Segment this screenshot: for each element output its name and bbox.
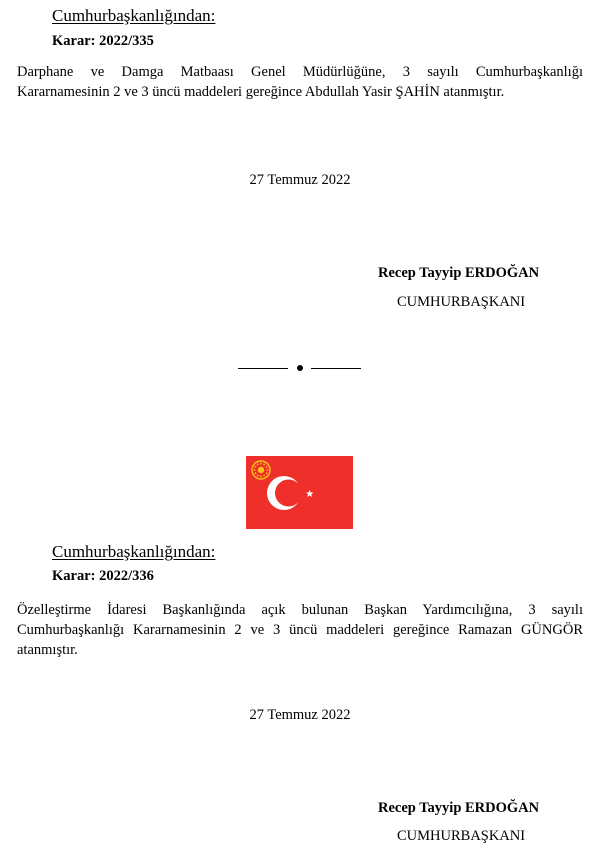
- decision-1-signer: Recep Tayyip ERDOĞAN: [378, 265, 540, 281]
- decision-2-date: 27 Temmuz 2022: [249, 707, 351, 723]
- paragraph-line: Özelleştirme İdaresi Başkanlığında açık bulunan Başkan Yardımcılığına, 3 sayılı: [17, 602, 583, 618]
- decision-1-date: 27 Temmuz 2022: [249, 172, 351, 188]
- crescent-inner: [275, 480, 302, 507]
- presidential-flag-icon: [246, 456, 353, 529]
- paragraph-line: Darphane ve Damga Matbaası Genel Müdürlüğüne, 3 sayılı Cumhurbaşkanlığı: [17, 64, 583, 80]
- decision-1-number: Karar: 2022/335: [52, 33, 154, 49]
- decision-2-signer-title: CUMHURBAŞKANI: [397, 828, 526, 844]
- decision-2-number: Karar: 2022/336: [52, 568, 154, 584]
- decision-1-paragraph: [17, 62, 583, 102]
- separator-left-rule: [238, 368, 288, 369]
- decision-2-paragraph: [17, 600, 583, 660]
- decision-2-heading: Cumhurbaşkanlığından:: [52, 542, 216, 561]
- paragraph-line: atanmıştır.: [17, 642, 78, 658]
- decision-1-signer-title: CUMHURBAŞKANI: [397, 294, 526, 310]
- presidential-seal-icon: [252, 461, 270, 479]
- decision-2-signer: Recep Tayyip ERDOĞAN: [378, 800, 540, 816]
- section-separator: [238, 362, 362, 374]
- decision-1-heading: Cumhurbaşkanlığından:: [52, 6, 216, 25]
- paragraph-line: Kararnamesinin 2 ve 3 üncü maddeleri gereğince Abdullah Yasir ŞAHİN atanmıştır.: [17, 84, 505, 100]
- separator-right-rule: [311, 368, 361, 369]
- paragraph-line: Cumhurbaşkanlığı Kararnamesinin 2 ve 3 üncü maddeleri gereğince Ramazan GÜNGÖR: [17, 622, 583, 638]
- separator-dot-icon: [297, 365, 303, 371]
